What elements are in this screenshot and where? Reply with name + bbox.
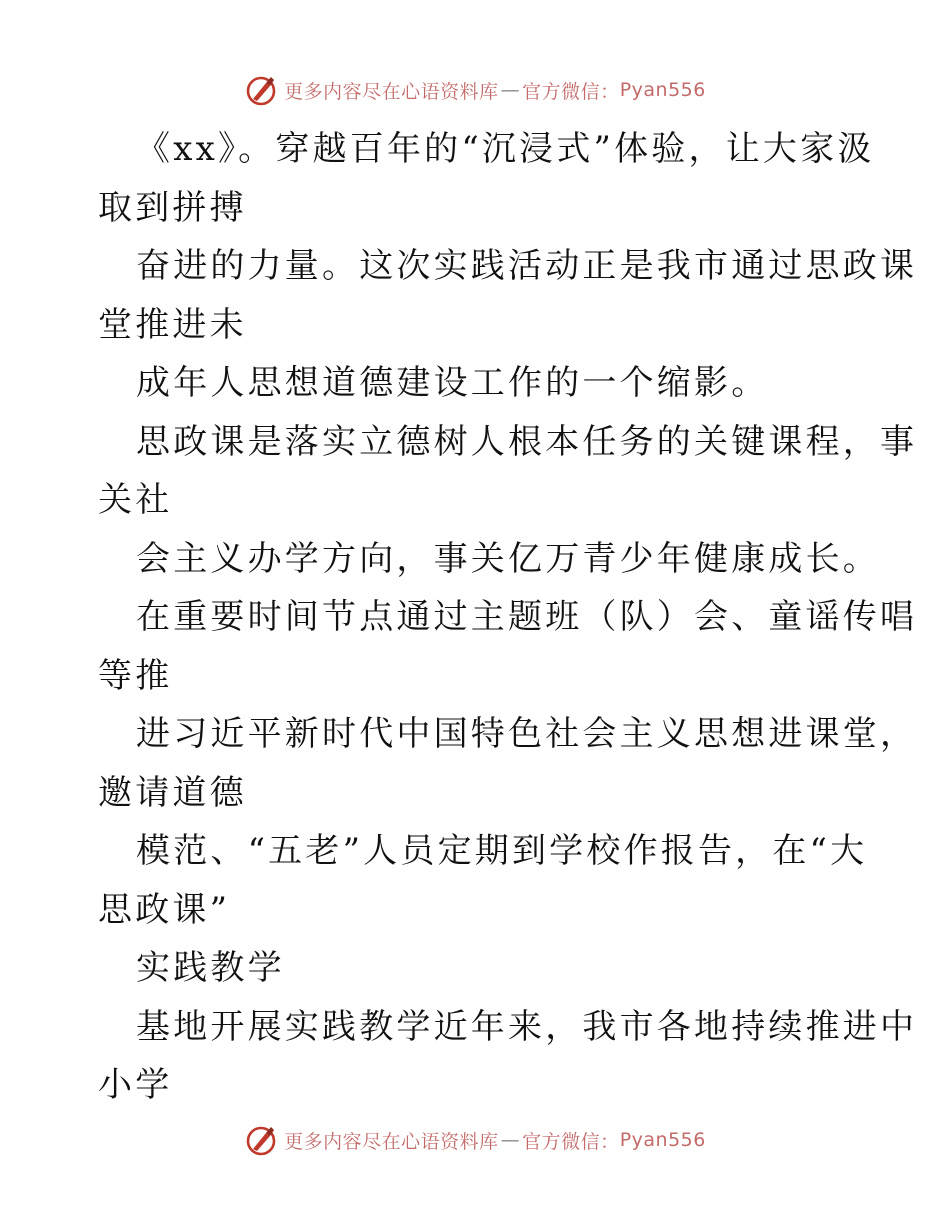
text-line: 模范、“五老”人员定期到学校作报告，在“大: [136, 831, 868, 871]
text-line: 小学: [98, 1065, 173, 1105]
watermark-site-text: 更多内容尽在心语资料库: [284, 80, 499, 103]
text-line: 等推: [98, 655, 173, 696]
brush-pen-logo-icon: [244, 73, 278, 107]
watermark-separator: —: [500, 1129, 521, 1151]
brush-pen-logo-icon: [244, 1123, 278, 1157]
text-line: 进习近平新时代中国特色社会主义思想进课堂，: [136, 714, 918, 754]
text-line: 基地开展实践教学近年来，我市各地持续推进中: [136, 1006, 918, 1047]
document-body: [98, 120, 918, 1115]
text-line: 堂推进未: [98, 304, 247, 345]
watermark-wechat-id: Pyan556: [619, 79, 706, 101]
text-line: 会主义办学方向，事关亿万青少年健康成长。: [136, 538, 880, 579]
text-line: 成年人思想道德建设工作的一个缩影。: [136, 363, 769, 403]
watermark-wechat-label: 官方微信：: [522, 1130, 620, 1153]
text-line: 邀请道德: [98, 772, 247, 813]
watermark-site-text: 更多内容尽在心语资料库: [284, 1130, 499, 1153]
watermark-separator: —: [500, 79, 521, 101]
watermark-wechat-label: 官方微信：: [522, 80, 620, 103]
text-line: 在重要时间节点通过主题班（队）会、童谣传唱: [136, 597, 918, 637]
text-line: 实践教学: [136, 948, 285, 988]
watermark-wechat-id: Pyan556: [619, 1129, 706, 1151]
text-line: 取到拼搏: [98, 187, 247, 228]
text-line: 思政课”: [98, 889, 231, 930]
text-line: 《xx》。穿越百年的“沉浸式”体验，让大家汲: [136, 129, 875, 169]
text-line: 奋进的力量。这次实践活动正是我市通过思政课: [136, 246, 918, 286]
footer-watermark: [0, 1120, 950, 1160]
text-line: 关社: [98, 480, 173, 520]
header-watermark: [0, 70, 950, 110]
text-line: 思政课是落实立德树人根本任务的关键课程，事: [136, 421, 918, 462]
